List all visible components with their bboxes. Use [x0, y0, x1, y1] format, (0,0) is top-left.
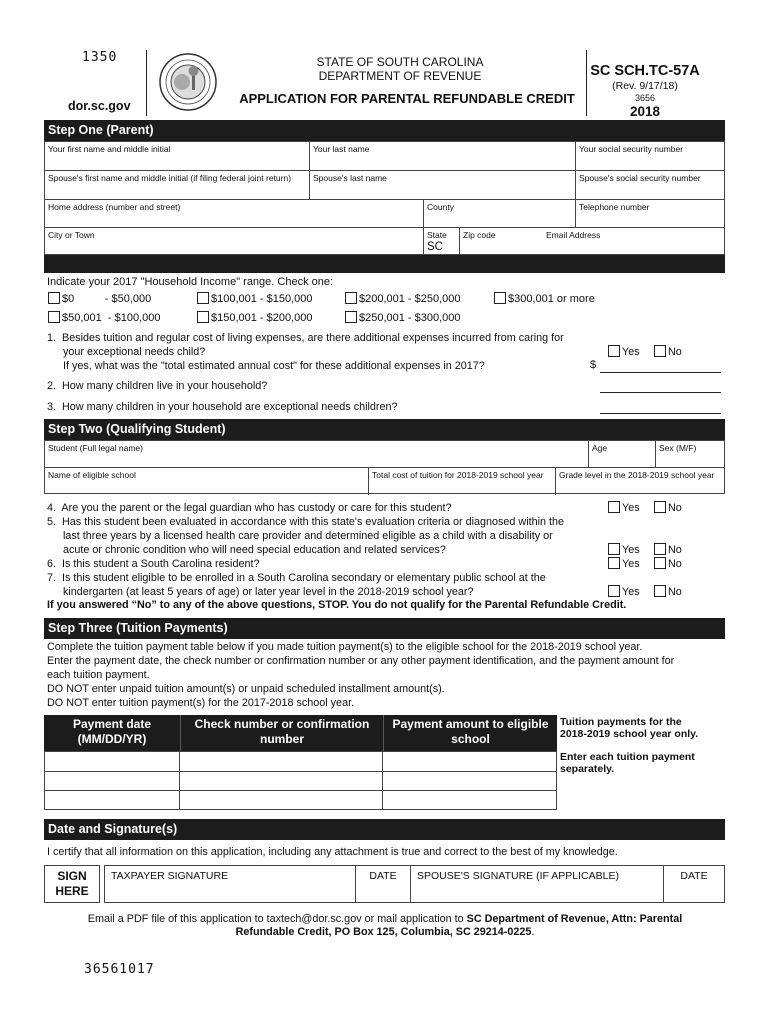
checkbox-icon [608, 543, 620, 555]
spouse-date-field[interactable]: DATE [664, 865, 725, 903]
form-title: APPLICATION FOR PARENTAL REFUNDABLE CREDIT [239, 91, 575, 106]
dollar-sign: $ [590, 359, 597, 371]
q1-no[interactable]: No [654, 345, 682, 358]
spouse-ssn-field[interactable]: Spouse's social security number [575, 171, 725, 199]
step-two-header: Step Two (Qualifying Student) [44, 419, 725, 440]
payment-amount-input[interactable] [383, 771, 557, 791]
side-note-separately: Enter each tuition payment separately. [560, 751, 695, 775]
submission-instructions: Email a PDF file of this application to taxtech@dor.sc.gov or mail application to SC Department of Revenue, Attn: Parental Refundable Credit, PO Box 125, Columbia, SC 29214-0225. [87, 913, 683, 938]
grade-level-field[interactable]: Grade level in the 2018-2019 school year [555, 468, 725, 495]
checkbox-icon [494, 292, 506, 304]
county-field[interactable]: County [423, 200, 575, 227]
telephone-field[interactable]: Telephone number [575, 200, 725, 227]
question-7-line-1: 7. Is this student eligible to be enrolled in a South Carolina secondary or elementary public school at the [47, 572, 546, 584]
certification-statement: I certify that all information on this application, including any attachment is true and correct to the best of my knowledge. [47, 846, 618, 858]
state-name: STATE OF SOUTH CAROLINA [316, 55, 484, 69]
instruction-3: each tuition payment. [47, 669, 150, 681]
question-4: 4. Are you the parent or the legal guardian who has custody or care for this student? [47, 502, 452, 514]
student-info-grid [44, 440, 725, 494]
last-name-field[interactable]: Your last name [309, 142, 575, 170]
question-5-line-1: 5. Has this student been evaluated in accordance with this state's evaluation criteria or diagnosed within the [47, 516, 565, 528]
state-value: SC [427, 241, 443, 253]
question-3: 3. How many children in your household are exceptional needs children? [47, 401, 398, 413]
revision-date: (Rev. 9/17/18) [612, 80, 678, 92]
instruction-1: Complete the tuition payment table below if you made tuition payment(s) to the eligible school for the 2018-2019 school year. [47, 641, 643, 653]
checkbox-icon [48, 311, 60, 323]
checkbox-icon [654, 557, 666, 569]
form-year: 2018 [629, 104, 661, 119]
signature-header: Date and Signature(s) [44, 819, 725, 840]
email-field[interactable]: Email Address [546, 230, 601, 240]
income-250k-300k[interactable]: $250,001 - $300,000 [345, 311, 461, 324]
checkbox-icon [654, 501, 666, 513]
stop-notice: If you answered “No” to any of the above questions, STOP. You do not qualify for the Parental Refundable Credit. [47, 599, 627, 611]
checkbox-icon [608, 501, 620, 513]
checkbox-icon [608, 585, 620, 597]
barcode-number: 36561017 [84, 962, 155, 977]
school-name-field[interactable]: Name of eligible school [48, 470, 136, 480]
form-code: 3656 [634, 93, 656, 103]
checkbox-icon [608, 345, 620, 357]
checkbox-icon [654, 345, 666, 357]
payment-date-input[interactable] [44, 751, 180, 772]
checkbox-icon [345, 311, 357, 323]
state-seal-icon [158, 52, 218, 112]
step-one-divider-bar [44, 255, 725, 273]
income-50k-100k[interactable]: $50,001 - $100,000 [48, 311, 160, 324]
spouse-first-name-field[interactable]: Spouse's first name and middle initial (if filing federal joint return) [48, 173, 292, 183]
payment-amount-input[interactable] [383, 751, 557, 772]
q1-yes[interactable]: Yes [608, 345, 640, 358]
website: dor.sc.gov [68, 99, 131, 113]
city-field[interactable]: City or Town [48, 230, 95, 240]
children-count-input[interactable] [600, 392, 721, 393]
question-1-line-1: 1. Besides tuition and regular cost of living expenses, are there additional expenses incurred from caring for [47, 332, 564, 344]
checkbox-icon [654, 585, 666, 597]
form-id: SC SCH.TC-57A [590, 63, 700, 79]
header-divider-left [146, 50, 147, 116]
question-6: 6. Is this student a South Carolina resident? [47, 558, 260, 570]
student-name-field[interactable]: Student (Full legal name) [48, 443, 143, 453]
income-150k-200k[interactable]: $150,001 - $200,000 [197, 311, 313, 324]
sex-field[interactable]: Sex (M/F) [655, 441, 725, 467]
q6-no[interactable]: No [654, 557, 682, 570]
parent-info-grid [44, 141, 725, 255]
q5-no[interactable]: No [654, 543, 682, 556]
header-divider-right [586, 50, 587, 116]
check-number-input[interactable] [180, 771, 383, 791]
spouse-last-name-field[interactable]: Spouse's last name [309, 171, 575, 199]
state-label: State [427, 230, 447, 240]
question-7-line-2: kindergarten (at least 5 years of age) or later year level in the 2018-2019 school year? [63, 586, 474, 598]
question-5-line-2: last three years by a licensed health care provider and determined eligible as a child with a disability or [63, 530, 553, 542]
side-note-school-year: Tuition payments for the 2018-2019 school year only. [560, 716, 699, 740]
tuition-cost-field[interactable]: Total cost of tuition for 2018-2019 school year [368, 468, 555, 495]
first-name-field[interactable]: Your first name and middle initial [48, 144, 171, 154]
payment-date-input[interactable] [44, 790, 180, 810]
exceptional-children-input[interactable] [600, 413, 721, 414]
q4-no[interactable]: No [654, 501, 682, 514]
checkbox-icon [608, 557, 620, 569]
taxpayer-date-field[interactable]: DATE [356, 865, 411, 903]
checkbox-icon [197, 311, 209, 323]
checkbox-icon [48, 292, 60, 304]
step-three-header: Step Three (Tuition Payments) [44, 618, 725, 639]
instruction-4: DO NOT enter unpaid tuition amount(s) or unpaid scheduled installment amount(s). [47, 683, 445, 695]
handwritten-number: 1350 [82, 50, 118, 65]
step-one-header: Step One (Parent) [44, 120, 725, 141]
income-200k-250k[interactable]: $200,001 - $250,000 [345, 292, 461, 305]
check-number-input[interactable] [180, 751, 383, 772]
instruction-5: DO NOT enter tuition payment(s) for the 2017-2018 school year. [47, 697, 355, 709]
payment-date-input[interactable] [44, 771, 180, 791]
spouse-signature-field[interactable]: SPOUSE'S SIGNATURE (IF APPLICABLE) [411, 865, 664, 903]
ssn-field[interactable]: Your social security number [575, 142, 725, 170]
q4-yes[interactable]: Yes [608, 501, 640, 514]
question-1-line-2: your exceptional needs child? [63, 346, 206, 358]
q7-no[interactable]: No [654, 585, 682, 598]
payment-amount-header: Payment amount to eligible school [383, 715, 557, 751]
taxpayer-signature-field[interactable]: TAXPAYER SIGNATURE [104, 865, 356, 903]
payment-date-header: Payment date (MM/DD/YR) [44, 715, 180, 751]
checkbox-icon [345, 292, 357, 304]
zip-field[interactable]: Zip code [459, 228, 543, 256]
income-prompt: Indicate your 2017 "Household Income" range. Check one: [47, 276, 334, 288]
state-field[interactable] [423, 228, 459, 256]
additional-cost-input[interactable] [600, 372, 721, 373]
home-address-field[interactable]: Home address (number and street) [48, 202, 181, 212]
checkbox-icon [197, 292, 209, 304]
q6-yes[interactable]: Yes [608, 557, 640, 570]
income-300k-plus[interactable]: $300,001 or more [494, 292, 595, 305]
age-field[interactable]: Age [588, 441, 655, 467]
check-number-header: Check number or confirmation number [180, 715, 383, 751]
income-100k-150k[interactable]: $100,001 - $150,000 [197, 292, 313, 305]
check-number-input[interactable] [180, 790, 383, 810]
checkbox-icon [654, 543, 666, 555]
question-1-line-3: If yes, what was the "total estimated annual cost" for these additional expenses in 2017? [63, 360, 485, 372]
department-name: DEPARTMENT OF REVENUE [318, 69, 482, 83]
q5-yes[interactable]: Yes [608, 543, 640, 556]
question-5-line-3: acute or chronic condition who will need special education and related services? [63, 544, 446, 556]
question-2: 2. How many children live in your household? [47, 380, 268, 392]
income-0-50k[interactable]: $0 - $50,000 [48, 292, 151, 305]
sign-here-label: SIGN HERE [44, 865, 100, 903]
q7-yes[interactable]: Yes [608, 585, 640, 598]
instruction-2: Enter the payment date, the check number or confirmation number or any other payment identification, and the payment amount for [47, 655, 675, 667]
payment-amount-input[interactable] [383, 790, 557, 810]
